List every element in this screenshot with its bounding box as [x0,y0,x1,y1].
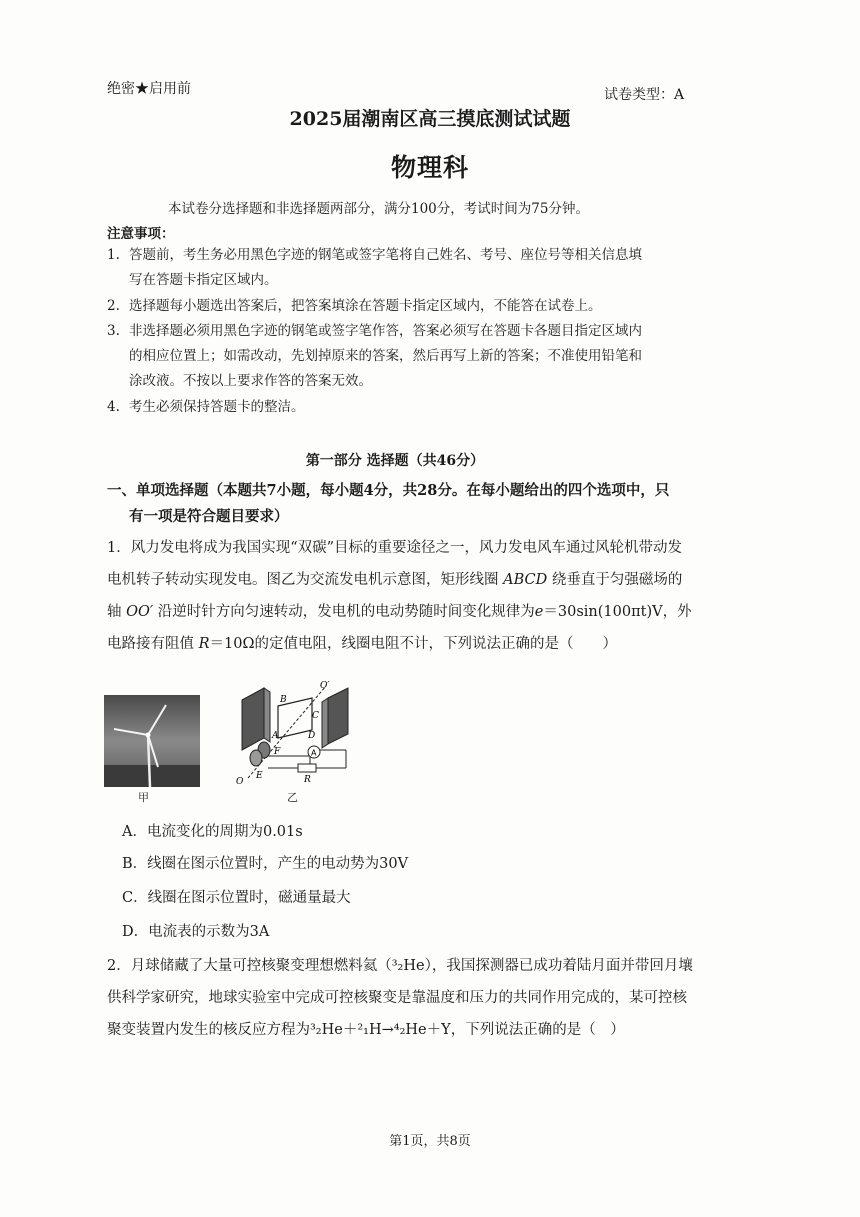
exam-intro: 本试卷分选择题和非选择题两部分，满分100分，考试时间为75分钟。 [168,201,589,217]
q1-option-d: D．电流表的示数为3A [122,924,270,940]
subject-title: 物理科 [390,153,469,182]
svg-text:D: D [308,731,316,741]
svg-text:O′: O′ [320,681,330,691]
q1-option-a: A．电流变化的周期为0.01s [122,824,303,840]
generator-diagram [228,680,363,790]
note-item-4: 4. 考生必须保持答题卡的整洁。 [107,399,305,415]
svg-text:A: A [311,748,317,758]
wind-turbine-photo [104,695,200,787]
svg-text:A: A [272,731,279,741]
page-number: 第1页，共8页 [389,1134,471,1149]
note-item-2: 2. 选择题每小题选出答案后，把答案填涂在答题卡指定区域内，不能答在试卷上。 [107,298,602,314]
confidential-label: 绝密★启用前 [107,81,191,97]
svg-text:B: B [280,695,287,705]
svg-text:F: F [274,747,281,757]
figure-b-label: 乙 [287,791,298,804]
svg-text:R: R [304,775,311,785]
section1-heading: 一、单项选择题（本题共7小题，每小题4分，共28分。在每小题给出的四个选项中，只 有一项是符合题目要求） [107,482,670,525]
exam-title: 2025届潮南区高三摸底测试试题 [289,108,571,130]
svg-text:O: O [236,777,244,787]
note-item-3: 3. 非选择题必须用黑色字迹的钢笔或签字笔作答，答案必须写在答题卡各题目指定区域内 的相应位置上；如需改动，先划掉原来的答案，然后再写上新的答案；不准使用铅笔和 涂改液。不按以上要求作答的答案无效。 [107,323,642,389]
figure-a-label: 甲 [138,791,149,804]
q1-option-b: B．线圈在图示位置时，产生的电动势为30V [122,856,409,872]
notes-heading: 注意事项： [107,226,175,242]
paper-type-label: 试卷类型：A [604,87,685,103]
question-2-stem: 2．月球储藏了大量可控核聚变理想燃料氦（³₂He），我国探测器已成功着陆月面并带回月壤 供科学家研究，地球实验室中完成可控核聚变是靠温度和压力的共同作用完成的，某可控核 聚变装置内发生的核反应方程为³₂He＋²₁H→⁴₂He＋Y，下列说法正确的是（ ） [107,958,693,1038]
part1-heading: 第一部分 选择题（共46分） [305,453,485,469]
q1-option-c: C．线圈在图示位置时，磁通量最大 [122,890,351,906]
svg-text:E: E [256,771,263,781]
question-1-stem: 1．风力发电将成为我国实现“双碳”目标的重要途径之一，风力发电风车通过风轮机带动发 电机转子转动实现发电。图乙为交流发电机示意图，矩形线圈 ABCD 绕垂直于匀强磁场的 轴 OO′ 沿逆时针方向匀速转动，发电机的电动势随时间变化规律为e＝30sin(100πt)V，外 电路接有阻值 R＝10Ω的定值电阻，线圈电阻不计，下列说法正确的是（ ） [107,540,692,652]
note-item-1: 1. 答题前，考生务必用黑色字迹的钢笔或签字笔将自己姓名、考号、座位号等相关信息填 写在答题卡指定区域内。 [107,247,642,288]
svg-text:C: C [312,711,319,721]
